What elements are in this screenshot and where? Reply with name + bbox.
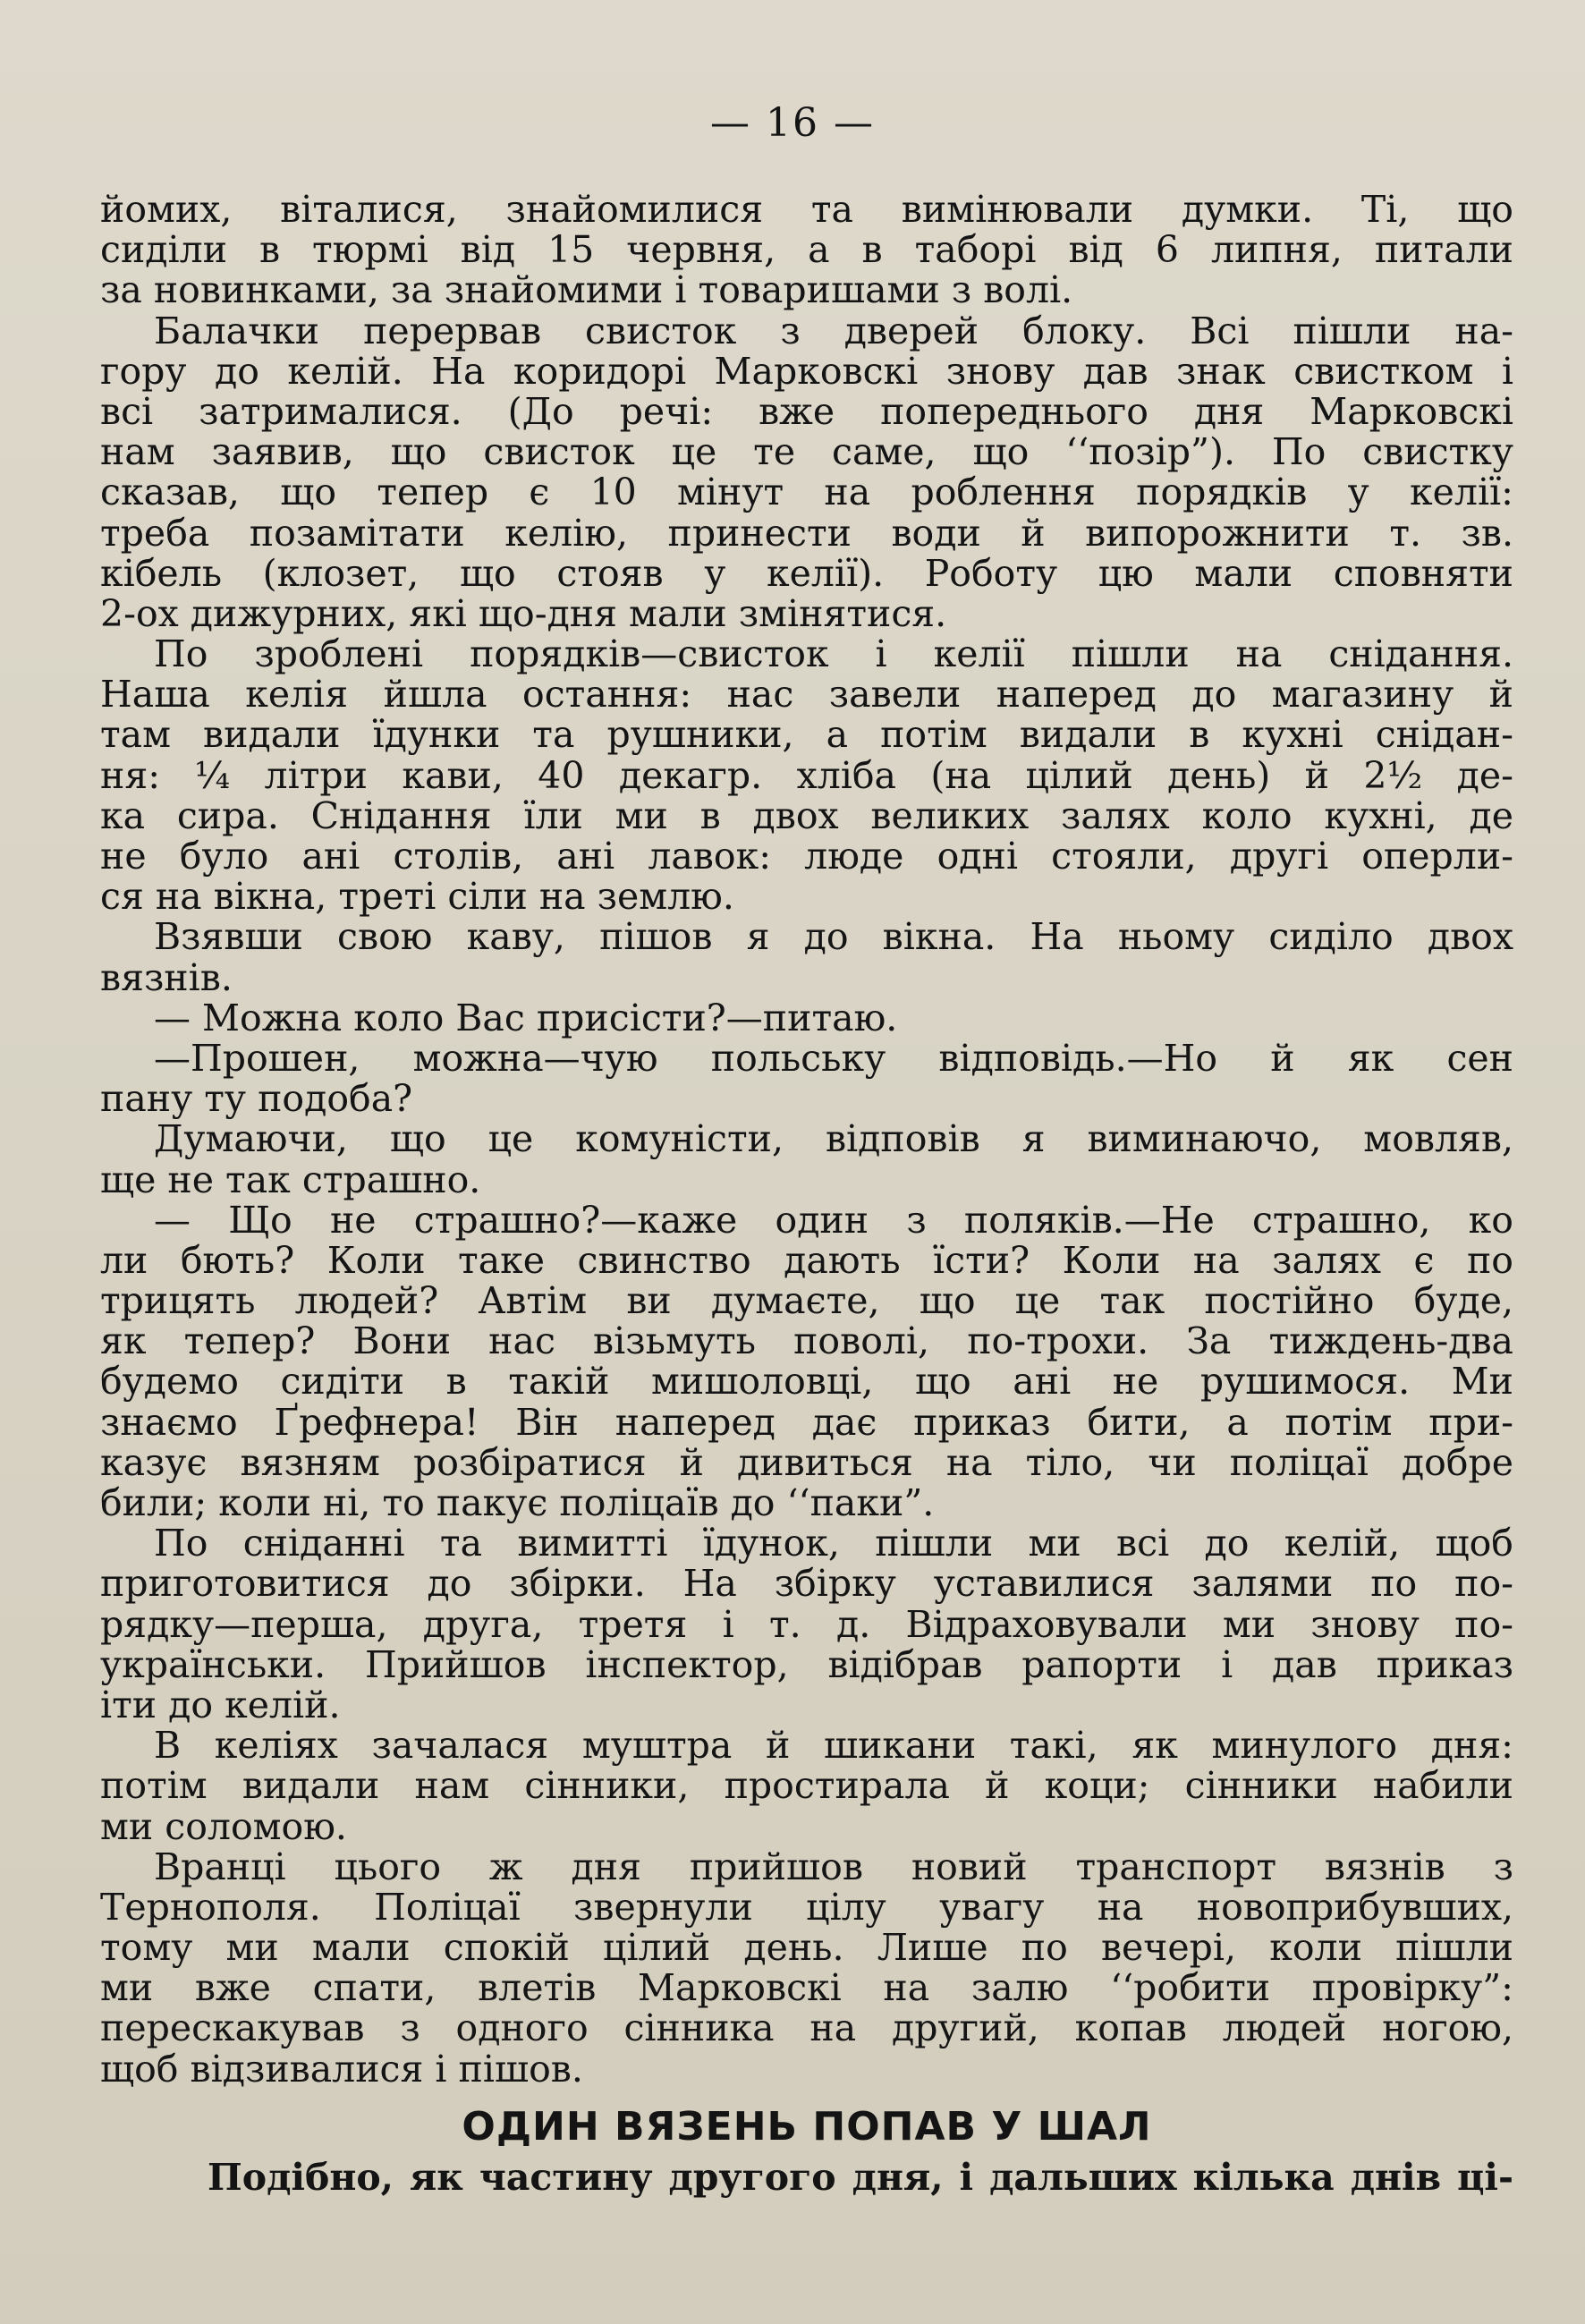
text-line: били; коли ні, то пакує поліцаїв до ‘‘паки”. bbox=[100, 1483, 935, 1524]
text-line: вязнів. bbox=[100, 957, 233, 998]
text-line: По зроблені порядків—свисток і келії пішли на снідання. bbox=[154, 634, 1513, 675]
text-line: Тернополя. Поліцаї звернули цілу увагу на новоприбувших, bbox=[100, 1887, 1513, 1929]
text-line: ся на вікна, треті сіли на землю. bbox=[100, 877, 734, 918]
text-line: ми соломою. bbox=[100, 1806, 347, 1847]
text-line: кібель (клозет, що стояв у келії). Роботу цю мали сповняти bbox=[100, 553, 1513, 594]
text-line: щоб відзивалися і пішов. bbox=[100, 2048, 583, 2090]
text-line: приготовитися до збірки. На збірку уставилися залями по по- bbox=[100, 1564, 1513, 1605]
text-line: будемо сидіти в такій мишоловці, що ані не рушимося. Ми bbox=[100, 1361, 1513, 1403]
text-line: сказав, що тепер є 10 мінут на роблення порядків у келії: bbox=[100, 472, 1513, 513]
text-line: Наша келія йшла остання: нас завели наперед до магазину й bbox=[100, 674, 1513, 716]
text-line: Подібно, як частину другого дня, і дальших кілька днів ці- bbox=[208, 2157, 1513, 2198]
text-line: перескакував з одного сінника на другий, копав людей ногою, bbox=[100, 2008, 1513, 2049]
text-line: знаємо Ґрефнера! Він наперед дає приказ бити, а потім при- bbox=[100, 1402, 1513, 1443]
text-line: — Можна коло Вас присісти?—питаю. bbox=[154, 997, 898, 1039]
text-line: 2-ох дижурних, які що-дня мали змінятися. bbox=[100, 593, 947, 635]
text-line: ка сира. Снідання їли ми в двох великих залях коло кухні, де bbox=[100, 795, 1513, 836]
text-line: Думаючи, що це комуністи, відповів я виминаючо, мовляв, bbox=[154, 1119, 1513, 1160]
text-line: не було ані столів, ані лавок: люде одні стояли, другі оперли- bbox=[100, 836, 1513, 878]
text-line: ще не так страшно. bbox=[100, 1159, 481, 1200]
page-number: — 16 — bbox=[710, 100, 875, 146]
text-line: Вранці цього ж дня прийшов новий транспорт вязнів з bbox=[154, 1846, 1513, 1887]
text-line: — Що не страшно?—каже один з поляків.—Не страшно, ко bbox=[154, 1200, 1513, 1241]
text-line: пану ту подоба? bbox=[100, 1079, 413, 1120]
text-line: ня: ¼ літри кави, 40 декагр. хліба (на цілий день) й 2½ де- bbox=[100, 755, 1513, 796]
text-line: ли бють? Коли таке свинство дають їсти? Коли на залях є по bbox=[100, 1240, 1513, 1282]
text-line: гору до келій. На коридорі Марковскі знову дав знак свистком і bbox=[100, 351, 1513, 392]
text-line: В келіях зачалася муштра й шикани такі, як минулого дня: bbox=[154, 1726, 1513, 1767]
text-line: нам заявив, що свисток це те саме, що ‘‘позір”). По свистку bbox=[100, 432, 1513, 473]
text-line: Балачки перервав свисток з дверей блоку. Всі пішли на- bbox=[154, 310, 1513, 352]
text-line: як тепер? Вони нас візьмуть поволі, по-трохи. За тиждень-два bbox=[100, 1321, 1513, 1362]
text-line: По сніданні та вимитті їдунок, пішли ми всі до келій, щоб bbox=[154, 1523, 1513, 1565]
text-line: трицять людей? Автім ви думаєте, що це так постійно буде, bbox=[100, 1281, 1513, 1322]
text-line: потім видали нам сінники, простирала й коци; сінники набили bbox=[100, 1766, 1513, 1807]
text-line: треба позамітати келію, принести води й випорожнити т. зв. bbox=[100, 513, 1513, 554]
text-line: там видали їдунки та рушники, а потім видали в кухні снідан- bbox=[100, 715, 1513, 756]
text-line: ми вже спати, влетів Марковскі на залю ‘‘робити провірку”: bbox=[100, 1968, 1513, 2009]
text-line: іти до келій. bbox=[100, 1684, 341, 1726]
text-line: рядку—перша, друга, третя і т. д. Відраховували ми знову по- bbox=[100, 1604, 1513, 1645]
section-heading: ОДИН ВЯЗЕНЬ ПОПАВ У ШАЛ bbox=[462, 2103, 1152, 2150]
text-line: казує вязням розбіратися й дивиться на тіло, чи поліцаї добре bbox=[100, 1442, 1513, 1483]
text-line: сиділи в тюрмі від 15 червня, а в таборі від 6 липня, питали bbox=[100, 230, 1513, 271]
text-line: йомих, віталися, знайомилися та вимінювали думки. Ті, що bbox=[100, 190, 1513, 231]
body-text bbox=[100, 190, 1513, 2198]
text-line: тому ми мали спокій цілий день. Лише по вечері, коли пішли bbox=[100, 1928, 1513, 1969]
text-line: Взявши свою каву, пішов я до вікна. На ньому сиділо двох bbox=[154, 917, 1513, 958]
text-line: за новинками, за знайомими і товаришами з волі. bbox=[100, 270, 1073, 311]
text-line: всі затрималися. (До речі: вже попереднього дня Марковскі bbox=[100, 391, 1513, 433]
text-line: —Прошен, можна—чую польську відповідь.—Но й як сен bbox=[154, 1038, 1513, 1080]
text-line: українськи. Прийшов інспектор, відібрав рапорти і дав приказ bbox=[100, 1644, 1513, 1685]
